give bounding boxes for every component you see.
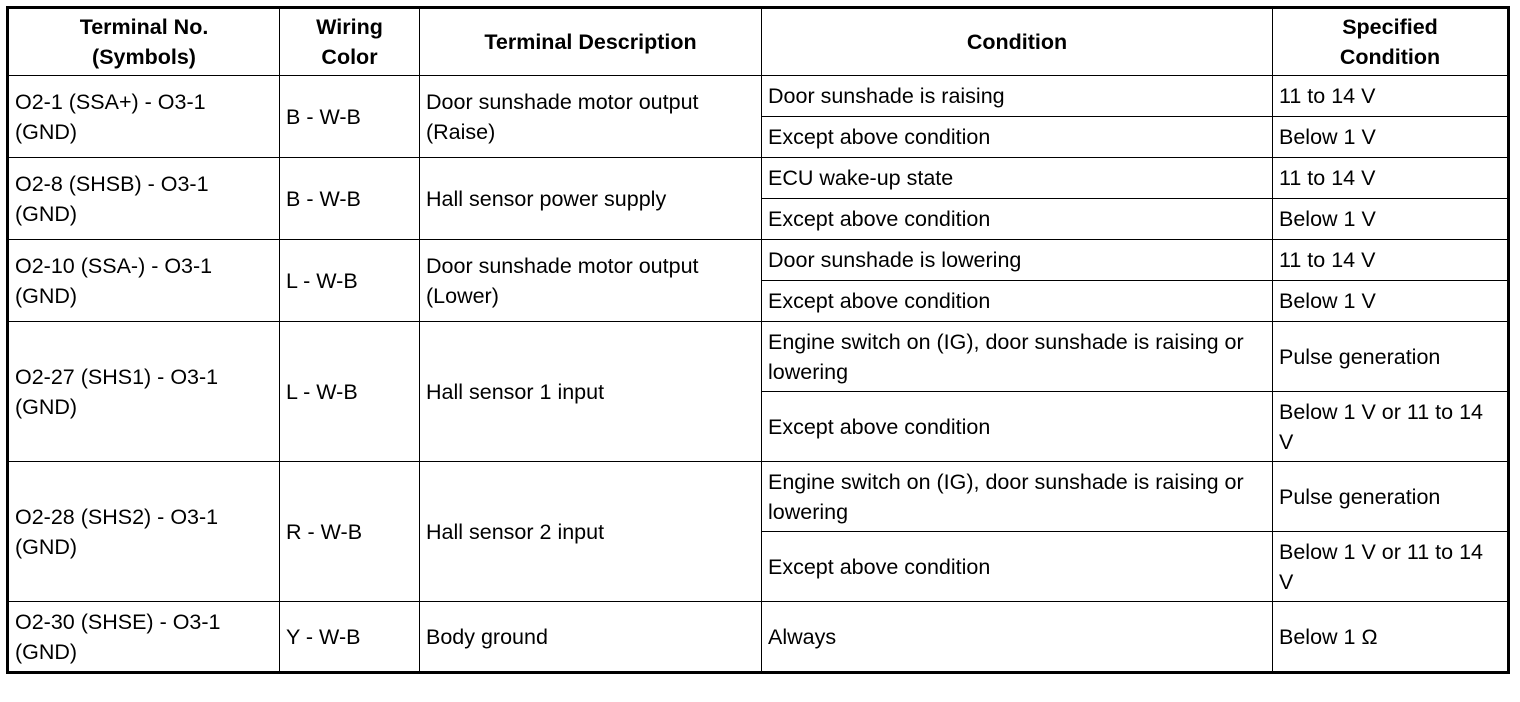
condition-cell: Except above condition: [762, 392, 1273, 462]
wiring-color-cell: R - W-B: [280, 462, 420, 602]
condition-cell: Except above condition: [762, 117, 1273, 158]
description-cell: Body ground: [420, 602, 762, 673]
terminal-cell: O2-1 (SSA+) - O3-1 (GND): [8, 76, 280, 158]
wiring-color-cell: L - W-B: [280, 240, 420, 322]
table-row: [8, 322, 1509, 392]
specified-cell: Below 1 Ω: [1273, 602, 1509, 673]
condition-cell: Door sunshade is raising: [762, 76, 1273, 117]
specified-cell: Pulse generation: [1273, 322, 1509, 392]
description-cell: Hall sensor 1 input: [420, 322, 762, 462]
table-row: [8, 158, 1509, 199]
terminal-cell: O2-28 (SHS2) - O3-1 (GND): [8, 462, 280, 602]
header-wiring: [280, 8, 420, 76]
table-row: [8, 76, 1509, 117]
header-specified: [1273, 8, 1509, 76]
specified-cell: Below 1 V or 11 to 14 V: [1273, 532, 1509, 602]
header-description: Terminal Description: [420, 8, 762, 76]
header-wiring-line1: Wiring: [316, 15, 383, 39]
description-cell: Hall sensor power supply: [420, 158, 762, 240]
header-row: [8, 8, 1509, 76]
terminal-spec-table: [6, 6, 1510, 674]
specified-cell: Below 1 V: [1273, 199, 1509, 240]
terminal-cell: O2-10 (SSA-) - O3-1 (GND): [8, 240, 280, 322]
table-row: [8, 602, 1509, 673]
specified-cell: Pulse generation: [1273, 462, 1509, 532]
wiring-color-cell: B - W-B: [280, 158, 420, 240]
description-cell: Door sunshade motor output (Raise): [420, 76, 762, 158]
condition-cell: Door sunshade is lowering: [762, 240, 1273, 281]
condition-cell: Except above condition: [762, 281, 1273, 322]
specified-cell: 11 to 14 V: [1273, 158, 1509, 199]
table-row: [8, 240, 1509, 281]
condition-cell: Except above condition: [762, 199, 1273, 240]
header-specified-line2: Condition: [1339, 45, 1441, 69]
header-wiring-line2: Color: [321, 45, 378, 69]
terminal-cell: O2-30 (SHSE) - O3-1 (GND): [8, 602, 280, 673]
condition-cell: ECU wake-up state: [762, 158, 1273, 199]
header-terminal-line1: Terminal No.: [79, 15, 209, 39]
header-terminal: [8, 8, 280, 76]
specified-cell: 11 to 14 V: [1273, 76, 1509, 117]
header-specified-line1: Specified: [1342, 15, 1438, 39]
header-terminal-line2: (Symbols): [92, 45, 196, 69]
specified-cell: Below 1 V: [1273, 281, 1509, 322]
description-cell: Hall sensor 2 input: [420, 462, 762, 602]
description-cell: Door sunshade motor output (Lower): [420, 240, 762, 322]
header-condition: Condition: [762, 8, 1273, 76]
condition-cell: Except above condition: [762, 532, 1273, 602]
specified-cell: 11 to 14 V: [1273, 240, 1509, 281]
condition-cell: Engine switch on (IG), door sunshade is raising or lowering: [762, 462, 1273, 532]
table-row: [8, 462, 1509, 532]
wiring-color-cell: L - W-B: [280, 322, 420, 462]
terminal-cell: O2-8 (SHSB) - O3-1 (GND): [8, 158, 280, 240]
condition-cell: Engine switch on (IG), door sunshade is raising or lowering: [762, 322, 1273, 392]
specified-cell: Below 1 V or 11 to 14 V: [1273, 392, 1509, 462]
condition-cell: Always: [762, 602, 1273, 673]
wiring-color-cell: B - W-B: [280, 76, 420, 158]
wiring-color-cell: Y - W-B: [280, 602, 420, 673]
terminal-cell: O2-27 (SHS1) - O3-1 (GND): [8, 322, 280, 462]
specified-cell: Below 1 V: [1273, 117, 1509, 158]
